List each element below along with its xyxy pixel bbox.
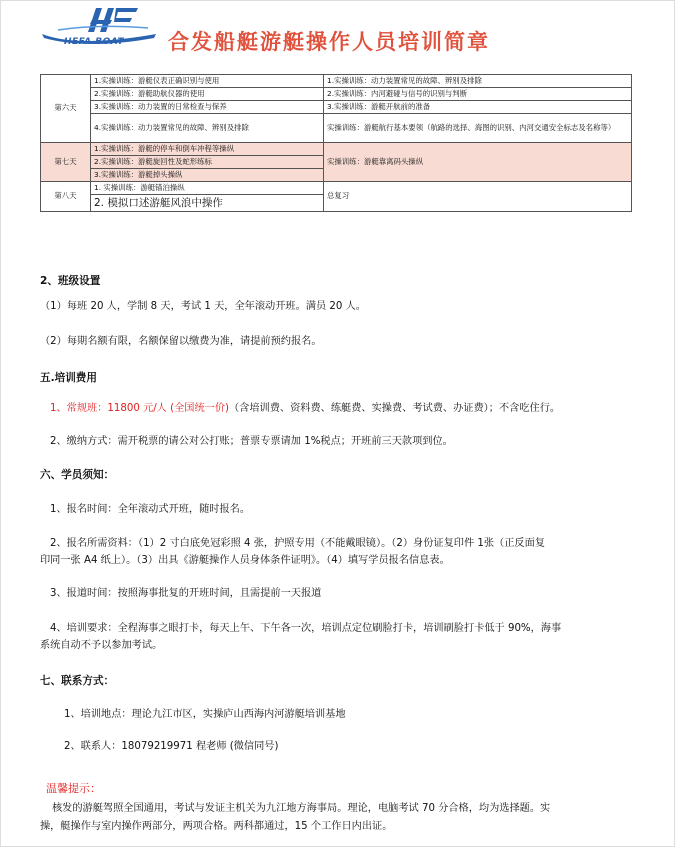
table-cell: 1.实操训练：游艇的停车和倒车冲程等操纵	[91, 142, 324, 155]
logo-text: HEFA BOAT	[64, 37, 125, 47]
price-highlight: 1、常规班：11800 元/人 (全国统一价)	[50, 403, 229, 414]
table-row	[41, 113, 632, 142]
day-label: 第七天	[41, 142, 91, 181]
page-title: 合发船艇游艇操作人员培训简章	[168, 29, 490, 54]
paragraph: 3、报道时间：按照海事批复的开班时间，且需提前一天报道	[50, 588, 322, 599]
table-cell: 2. 模拟口述游艇风浪中操作	[91, 194, 324, 211]
paragraph: 2、联系人：18079219971 程老师 (微信同号)	[64, 741, 279, 752]
table-cell: 2.实操训练：内河避碰与信号的识别与判断	[324, 87, 632, 100]
paragraph: 4、培训要求：全程海事之眼打卡，每天上午、下午各一次，培训点定位刷脸打卡，培训刷脸打卡低于 90%，海事	[50, 623, 562, 634]
table-cell: 4.实操训练：动力装置常见的故障、辨别及排除	[91, 113, 324, 142]
hefa-boat-logo-icon	[38, 4, 160, 56]
schedule-table	[40, 74, 632, 212]
paragraph: 核发的游艇驾照全国通用，考试与发证主机关为九江地方海事局。理论，电脑考试 70 分合格，均为选择题。实	[52, 803, 551, 814]
table-row	[41, 100, 632, 113]
paragraph: 系统自动不予以参加考试。	[40, 640, 163, 651]
table-cell: 实操训练：游艇航行基本要领（航路的选择、海图的识别、内河交通安全标志及名称等）	[324, 113, 632, 142]
table-cell: 3.实操训练：游艇开航前的准备	[324, 100, 632, 113]
table-cell: 1.实操训练：动力装置常见的故障、辨别及排除	[324, 75, 632, 88]
paragraph	[50, 401, 663, 417]
table-cell: 总复习	[324, 181, 632, 211]
paragraph: （1）每班 20 人，学制 8 天，考试 1 天，全年滚动开班。满员 20 人。	[40, 301, 366, 312]
table-row	[41, 75, 632, 88]
paragraph: 1、培训地点：理论九江市区，实操庐山西海内河游艇培训基地	[64, 709, 346, 720]
table-cell: 3.实操训练：游艇掉头操纵	[91, 168, 324, 181]
section-heading: 2、班级设置	[40, 275, 101, 287]
table-cell: 2.实操训练：游艇旋回性及蛇形练标	[91, 155, 324, 168]
table-cell: 2.实操训练：游艇助航仪器的使用	[91, 87, 324, 100]
section-heading: 七、联系方式：	[40, 675, 115, 687]
paragraph: 印同一张 A4 纸上）。（3）出具《游艇操作人员身体条件证明》。（4）填写学员报名信息表。	[40, 555, 450, 566]
paragraph: 2、缴纳方式：需开税票的请公对公打账；普票专票请加 1%税点；开班前三天款项到位。	[50, 436, 453, 447]
table-cell: 3.实操训练：动力装置的日常检查与保养	[91, 100, 324, 113]
section-heading: 六、学员须知：	[40, 469, 115, 481]
paragraph: （2）每期名额有限，名额保留以缴费为准，请提前预约报名。	[40, 336, 322, 347]
paragraph: 操，艇操作与室内操作两部分，两项合格。两科都通过，15 个工作日内出证。	[40, 821, 393, 832]
table-row	[41, 87, 632, 100]
day-label: 第六天	[41, 75, 91, 143]
section-heading: 五.培训费用	[40, 372, 97, 384]
header	[0, 0, 675, 70]
table-cell: 实操训练：游艇靠离码头操纵	[324, 142, 632, 181]
table-cell: 1. 实操训练：游艇锚泊操纵	[91, 181, 324, 194]
price-detail: （含培训费、资料费、练艇费、实操费、考试费、办证费）；不含吃住行。	[229, 403, 561, 414]
table-row	[41, 181, 632, 194]
table-row	[41, 142, 632, 155]
tips-heading: 温馨提示：	[46, 782, 101, 795]
paragraph: 1、报名时间：全年滚动式开班，随时报名。	[50, 504, 251, 515]
table-cell: 1.实操训练：游艇仪表正确识别与使用	[91, 75, 324, 88]
day-label: 第八天	[41, 181, 91, 211]
paragraph: 2、报名所需资料：（1）2 寸白底免冠彩照 4 张，护照专用（不能戴眼镜）。（2）身份证复印件 1张（正反面复	[50, 538, 545, 549]
